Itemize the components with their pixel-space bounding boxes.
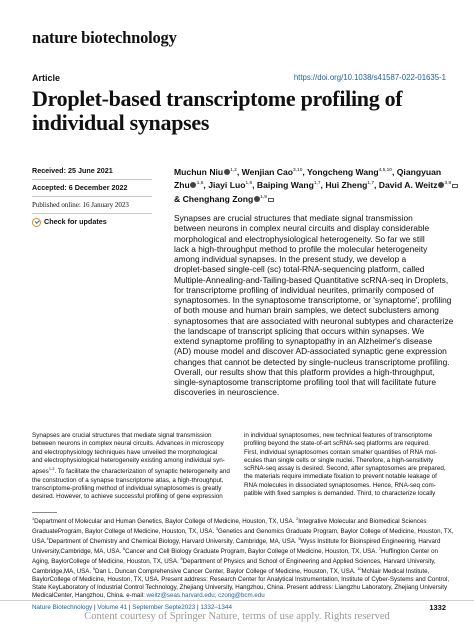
abstract-line: droplet-based single-cell (sc) total-RNA-sequencing platform, called bbox=[174, 264, 425, 275]
author-name[interactable]: Chenghang Zong bbox=[182, 193, 254, 204]
author-name[interactable]: Qiangyuan Zhu bbox=[174, 166, 442, 191]
check-updates-label: Check for updates bbox=[44, 217, 107, 226]
orcid-icon[interactable] bbox=[224, 169, 230, 175]
affiliation-number: 9 bbox=[92, 566, 95, 571]
abstract-line: the landscape of transcript splicing that occurs within synapses. We bbox=[174, 325, 425, 336]
abstract-line: single-synaptosome transcriptome profiling tool that will facilitate future bbox=[174, 377, 437, 387]
body-line: transcriptome-profiling method of individual synaptosomes is greatly bbox=[32, 484, 222, 492]
body-line: ecules than single cells or single nuclei. Therefore, a high-sensitivity bbox=[244, 456, 434, 464]
check-updates-button[interactable] bbox=[32, 213, 152, 230]
author-affiliation-ref: 1,6 bbox=[245, 181, 253, 187]
page-number: 1332 bbox=[429, 603, 446, 612]
orcid-icon[interactable] bbox=[438, 182, 444, 188]
author-affiliation-ref: 1,7 bbox=[367, 181, 375, 187]
author-name[interactable]: Baiping Wang bbox=[256, 180, 314, 191]
footer-journal[interactable]: Nature Biotechnology bbox=[32, 604, 93, 611]
body-line: the materials require immediate fixation to prevent notable leakage of bbox=[244, 473, 437, 481]
author-affiliation-ref: 1,7 bbox=[313, 181, 321, 187]
author-name[interactable]: David A. Weitz bbox=[378, 180, 438, 191]
author-affiliation-ref: 1,6 bbox=[196, 181, 204, 187]
doi-link[interactable]: https://doi.org/10.1038/s41587-022-01635-1 bbox=[293, 73, 446, 82]
author-list: Muchun Niu $^{1,2}$, Wenjian Cao$^{3,10}$, Yongcheng Wang$^{4,5,10}$, Qiangyuan Zhu $^{1,6}$, Jiayi Luo$^{1,6}$, Baiping Wang$^{1,7}$, Hui Zheng$^{1,7}$, David A. Weitz $^{3,8}$ & Chenghang Zong $^{1,9}$ bbox=[174, 165, 459, 205]
footer-citation: Nature Biotechnology | Volume 41 | September Septe2023 | 1332–1344 bbox=[32, 604, 232, 611]
affiliation-number: 2 bbox=[296, 517, 299, 521]
body-line: apses$^{1-3}$. To facilitate the characterization of synaptic heterogeneity and bbox=[32, 467, 230, 476]
abstract-line: changes that cannot be detected by single-nucleus transcriptome profiling. bbox=[174, 356, 450, 367]
email-links[interactable]: weitz@seas.harvard.edu; czong@bcm.edu bbox=[146, 591, 265, 599]
affiliation-number: 8 bbox=[180, 556, 183, 561]
abstract-line: Overall, our results show that this platform provides a high-throughput, bbox=[174, 366, 435, 377]
affiliation-number: 10 bbox=[357, 566, 362, 571]
body-line: desired. However, to achieve successful profiling of gene expression bbox=[32, 493, 223, 501]
author-affiliation-ref: 3,8 bbox=[444, 181, 452, 187]
abstract-line: among individual synapses. In the present study, we develop a bbox=[174, 254, 407, 264]
body-column-right bbox=[244, 432, 454, 498]
body-line: First, individual synaptosomes contain smaller quantities of RNA mol- bbox=[244, 448, 437, 456]
body-column-left bbox=[32, 432, 238, 501]
published-date: Published online: 16 January 2023 bbox=[32, 196, 152, 213]
affiliation-number: 3 bbox=[215, 526, 219, 531]
body-line: scRNA-seq assay is desired. Second, after synaptosomes are prepared, bbox=[244, 465, 446, 473]
footer-issue: September Septe2023 bbox=[132, 604, 196, 611]
body-line: and electrophysiological heterogeneity existing among individual syn- bbox=[32, 456, 225, 464]
abstract-line: morphological and electrophysiological heterogeneity. So far we still bbox=[174, 233, 425, 244]
abstract-line: extend synaptome profiling to synaptopathy in an Alzheimer's disease bbox=[174, 336, 433, 346]
author-affiliation-ref: 1,9 bbox=[260, 194, 267, 200]
author-name[interactable]: Yongcheng Wang bbox=[307, 166, 379, 177]
email-label: e-mail: bbox=[126, 591, 147, 599]
accepted-date: Accepted: 6 December 2022 bbox=[32, 179, 152, 196]
abstract-line: Multiple-Annealing-and-Tailing-based Quantitative scRNA-seq in Droplets, bbox=[174, 274, 449, 285]
abstract-line: of both mouse and human brain samples, we detect subclusters among bbox=[174, 305, 439, 316]
received-date: Received: 25 June 2021 bbox=[32, 166, 113, 175]
affiliation-number: 6 bbox=[123, 546, 126, 551]
body-line: profiling beyond the state-of-art scRNA-seq platforms are required. bbox=[244, 440, 430, 448]
title-line: Droplet-based transcriptome profiling of bbox=[32, 86, 403, 111]
body-line: between neurons in complex neural circuits. Advances in microscopy bbox=[32, 440, 224, 448]
watermark: Content courtesy of Springer Nature, terms of use apply. Rights reserved bbox=[84, 611, 390, 622]
abstract-line: between neurons in complex neural circuits and display considerable bbox=[174, 223, 430, 234]
body-line: the construction of a synapse transcriptome atlas, a high-throughput, bbox=[32, 476, 224, 484]
footer-divider bbox=[0, 600, 474, 601]
abstract-line: lack a high-throughput method to profile the molecular heterogeneity bbox=[174, 243, 428, 254]
abstract-line: Synapses are crucial structures that mediate signal transmission bbox=[174, 213, 413, 223]
author-name[interactable]: Hui Zheng bbox=[325, 180, 368, 191]
abstract-line: for transcriptome profiling of individual neurites, primarily composed of bbox=[174, 284, 434, 295]
body-line: RNA molecules in dissociated synaptosomes. Hence, RNA-seq com- bbox=[244, 481, 436, 489]
abstract-line: synaptosomes. In the synaptosome transcriptome, or 'synaptome', profiling bbox=[174, 295, 452, 305]
orcid-icon[interactable] bbox=[254, 196, 260, 202]
email-icon[interactable] bbox=[452, 184, 458, 188]
citation-ref[interactable]: 1-3 bbox=[48, 467, 55, 472]
affiliation-number: 4 bbox=[46, 536, 49, 541]
abstract-line: (AD) mouse model and discover AD-associated synaptic gene expression bbox=[174, 346, 447, 357]
abstract bbox=[174, 213, 456, 398]
author-name[interactable]: Jiayi Luo bbox=[208, 180, 246, 191]
author-affiliation-ref: 4,5,10 bbox=[378, 168, 392, 173]
abstract-line: synaptosomes that are associated with neuronal subtypes and characterize bbox=[174, 315, 454, 326]
author-name[interactable]: Muchun Niu bbox=[174, 166, 224, 177]
dates-panel bbox=[32, 163, 152, 230]
body-line: patible with fixed samples is demanded. Third, to characterize locally bbox=[244, 490, 436, 498]
journal-name[interactable]: nature biotechnology bbox=[32, 28, 177, 47]
body-line: in individual synaptosomes, new technical features of transcriptome bbox=[244, 432, 433, 439]
check-updates-icon bbox=[32, 218, 41, 227]
orcid-icon[interactable] bbox=[190, 182, 196, 188]
body-line: and electrophysiology techniques have unveiled the morphological bbox=[32, 448, 218, 456]
footer-volume: Volume 41 bbox=[97, 604, 128, 611]
body-line: Synapses are crucial structures that mediate signal transmission bbox=[32, 432, 212, 439]
author-affiliation-ref: 1,2 bbox=[230, 168, 237, 173]
affiliation-number: 5 bbox=[298, 536, 301, 541]
footer-pages: 1332–1344 bbox=[200, 604, 232, 611]
affiliations: $^1$Department of Molecular and Human Genetics, Baylor College of Medicine, Houston, TX, USA. $^2$Integrative Molecular and Biomedical Sciences GraduateProgram, Baylor College of Medicine, Houston, TX, USA. $^3$Genetics and Genomics Graduate Program, Baylor College of Medicine, Houston, TX, USA.$^4$Department of Chemistry and Chemical Biology, Harvard University, Cambridge, MA, USA. $^5$Wyss Institute for Bioinspired Engineering, Harvard University,Cambridge, MA, USA. $^6$Cancer and Cell Biology Graduate Program, Baylor College of Medicine, Houston, TX, USA. $^7$Huffington Center on Aging, BaylorCollege of Medicine, Houston, TX, USA. $^8$Department of Physics and School of Engineering and Applied Sciences, Harvard University, Cambridge,MA, USA. $^9$Dan L. Duncan Comprehensive Cancer Center, Baylor College of Medicine, Houston, TX, USA. $^{10}$McNair Medical Institute, BaylorCollege of Medicine, Houston, TX, USA. Present address: Research Center for Analytical Instrumentation, Institute of Cyber-Systems and Control, State KeyLaboratory of Industrial Control Technology, Zhejiang University, Hangzhou, China. Present address: Liangzhu Laboratory, Zhejiang University MedicalCenter, Hangzhou, China. e-mail: weitz@seas.harvard.edu; czong@bcm.edu bbox=[32, 517, 454, 599]
article-type: Article bbox=[32, 73, 61, 83]
abstract-line: discoveries in neuroscience. bbox=[174, 387, 280, 398]
author-name[interactable]: Wenjian Cao bbox=[241, 166, 294, 177]
affiliation-number: 1 bbox=[32, 517, 35, 521]
affiliation-divider bbox=[32, 512, 57, 513]
article-title bbox=[32, 87, 452, 135]
affiliation-number: 7 bbox=[378, 546, 381, 551]
title-line: individual synapses bbox=[32, 110, 210, 135]
author-affiliation-ref: 3,10 bbox=[293, 168, 303, 173]
email-icon[interactable] bbox=[268, 198, 274, 202]
